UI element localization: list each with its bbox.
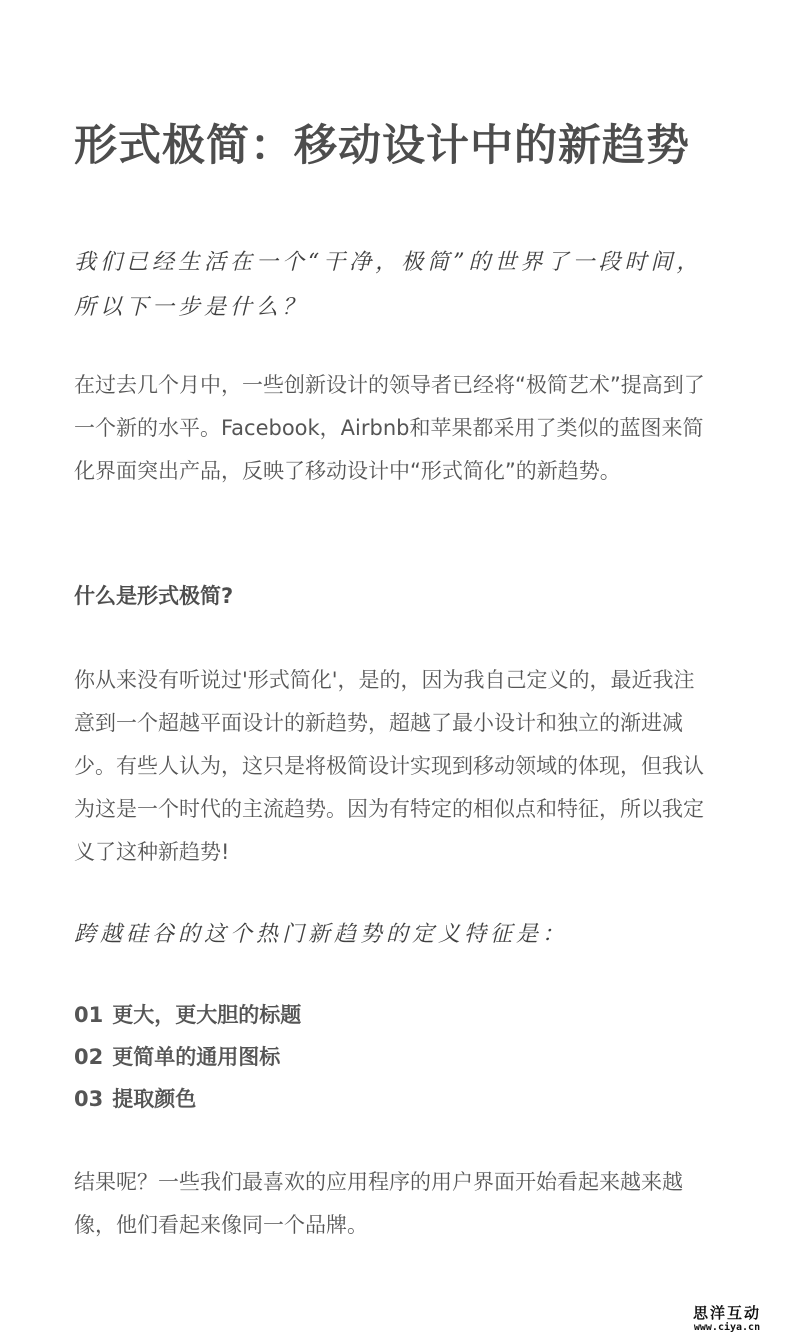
paragraph-intro: 在过去几个月中，一些创新设计的领导者已经将“极简艺术”提高到了一个新的水平。Facebook，Airbnb和苹果都采用了类似的蓝图来简化界面突出产品，反映了移动设计中“形式简化”的新趋势。 xyxy=(74,373,705,483)
article-title: 形式极简：移动设计中的新趋势 xyxy=(74,121,690,171)
feature-number: 02 xyxy=(74,1045,104,1069)
paragraph-result: 结果呢？一些我们最喜欢的应用程序的用户界面开始看起来越来越像，他们看起来像同一个品牌。 xyxy=(74,1170,683,1237)
feature-number: 03 xyxy=(74,1087,104,1111)
watermark-url: www.ciya.cn xyxy=(693,1322,761,1333)
watermark-name: 思洋互动 xyxy=(692,1304,761,1322)
feature-text: 提取颜色 xyxy=(112,1087,197,1111)
feature-number: 01 xyxy=(74,1003,104,1027)
feature-item xyxy=(74,1078,301,1120)
feature-text: 更大，更大胆的标题 xyxy=(112,1003,302,1027)
features-quote: 跨越硅谷的这个热门新趋势的定义特征是： xyxy=(74,922,569,947)
intro-quote: 我们已经生活在一个“干净，极简”的世界了一段时间，所以下一步是什么？ xyxy=(74,250,703,320)
feature-list xyxy=(74,994,301,1120)
feature-item xyxy=(74,994,301,1036)
feature-item xyxy=(74,1036,301,1078)
watermark xyxy=(684,1304,770,1334)
section-heading: 什么是形式极简? xyxy=(74,584,234,608)
feature-text: 更简单的通用图标 xyxy=(112,1045,281,1069)
paragraph-definition: 你从来没有听说过'形式简化'，是的，因为我自己定义的，最近我注意到一个超越平面设计的新趋势，超越了最小设计和独立的渐进减少。有些人认为，这只是将极简设计实现到移动领域的体现，但我认为这是一个时代的主流趋势。因为有特定的相似点和特征，所以我定义了这种新趋势! xyxy=(74,668,704,864)
